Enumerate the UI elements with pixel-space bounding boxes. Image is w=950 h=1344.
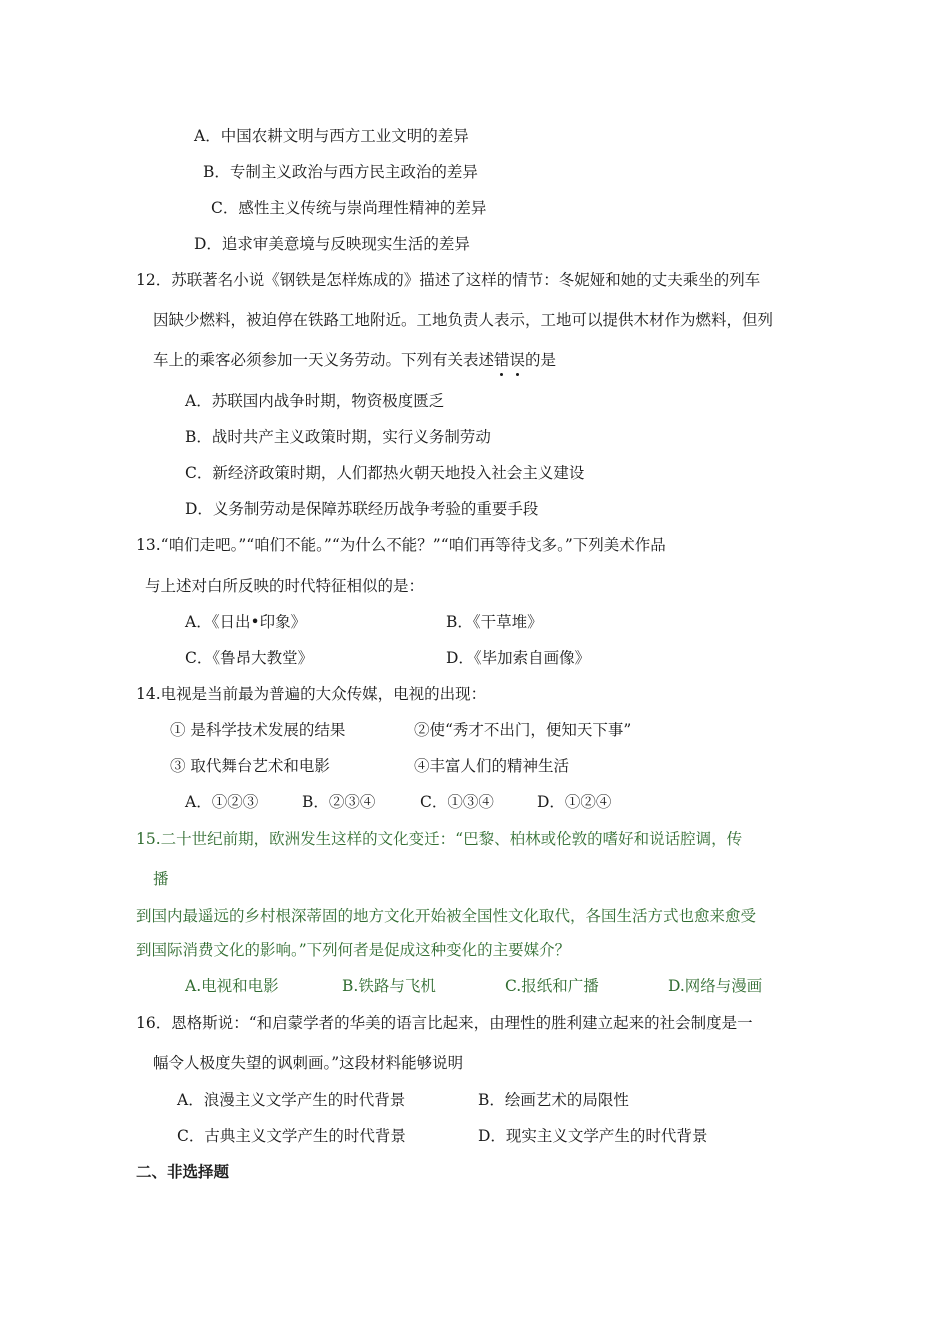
q12-stem-line3: 车上的乘客必须参加一天义务劳动。下列有关表述错误的是 (153, 351, 557, 369)
q13-stem-line1: 13.“咱们走吧。”“咱们不能。”“为什么不能？”“咱们再等待戈多。”下列美术作品 (136, 536, 666, 554)
q13-option-a: A．《日出•印象》 (185, 613, 307, 631)
q16-option-c: C．古典主义文学产生的时代背景 (177, 1127, 406, 1145)
q12-stem-line1: 12．苏联著名小说《钢铁是怎样炼成的》描述了这样的情节：冬妮娅和她的丈夫乘坐的列车 (136, 271, 761, 289)
section-heading: 二、非选择题 (136, 1163, 230, 1181)
q15-option-c: C.报纸和广播 (505, 977, 599, 995)
q14-option-a: A．①②③ (185, 793, 259, 811)
q14-option-d: D．①②④ (537, 793, 612, 811)
q14-item-1: ① 是科学技术发展的结果 (170, 721, 346, 739)
q15-option-a: A.电视和电影 (185, 977, 279, 995)
q15-stem-line3: 到国内最遥远的乡村根深蒂固的地方文化开始被全国性文化取代，各国生活方式也愈来愈受 (136, 907, 757, 925)
q12-option-b: B．战时共产主义政策时期，实行义务制劳动 (185, 428, 491, 446)
q14-item-2: ②使“秀才不出门，便知天下事” (414, 721, 632, 739)
q13-stem-line2: 与上述对白所反映的时代特征相似的是： (145, 577, 425, 595)
q15-option-b: B.铁路与飞机 (342, 977, 436, 995)
q15-stem-line4: 到国际消费文化的影响。”下列何者是促成这种变化的主要媒介？ (136, 941, 571, 959)
q16-option-a: A．浪漫主义文学产生的时代背景 (177, 1091, 406, 1109)
q13-option-c: C．《鲁昂大教堂》 (185, 649, 314, 667)
emphasis-char: 错 (494, 351, 510, 369)
q12-stem-line2: 因缺少燃料，被迫停在铁路工地附近。工地负责人表示，工地可以提供木材作为燃料，但列 (153, 311, 774, 329)
q15-stem-line1: 15.二十世纪前期，欧洲发生这样的文化变迁：“巴黎、柏林或伦敦的嗜好和说话腔调，传 (136, 830, 743, 848)
q16-stem-line1: 16．恩格斯说：“和启蒙学者的华美的语言比起来，由理性的胜利建立起来的社会制度是一 (136, 1014, 753, 1032)
q15-stem-line2: 播 (153, 870, 169, 888)
q14-option-b: B．②③④ (302, 793, 376, 811)
q12-option-c: C．新经济政策时期，人们都热火朝天地投入社会主义建设 (185, 464, 585, 482)
emphasis-char: 误 (509, 351, 526, 369)
q14-option-c: C．①③④ (420, 793, 494, 811)
q16-option-b: B．绘画艺术的局限性 (478, 1091, 629, 1109)
q11-option-c: C．感性主义传统与崇尚理性精神的差异 (211, 199, 487, 217)
q12-option-d: D．义务制劳动是保障苏联经历战争考验的重要手段 (185, 500, 539, 518)
q14-item-4: ④丰富人们的精神生活 (414, 757, 570, 775)
q15-option-d: D.网络与漫画 (668, 977, 763, 995)
q11-option-b: B．专制主义政治与西方民主政治的差异 (203, 163, 478, 181)
q11-option-a: A．中国农耕文明与西方工业文明的差异 (194, 127, 469, 145)
q16-stem-line2: 幅令人极度失望的讽刺画。”这段材料能够说明 (153, 1054, 464, 1072)
q13-option-d: D．《毕加索自画像》 (446, 649, 591, 667)
q12-option-a: A．苏联国内战争时期，物资极度匮乏 (185, 392, 445, 410)
q14-stem: 14.电视是当前最为普遍的大众传媒，电视的出现： (136, 685, 487, 703)
q14-item-3: ③ 取代舞台艺术和电影 (170, 757, 330, 775)
q16-option-d: D．现实主义文学产生的时代背景 (478, 1127, 708, 1145)
q11-option-d: D．追求审美意境与反映现实生活的差异 (194, 235, 470, 253)
q13-option-b: B．《干草堆》 (446, 613, 543, 631)
